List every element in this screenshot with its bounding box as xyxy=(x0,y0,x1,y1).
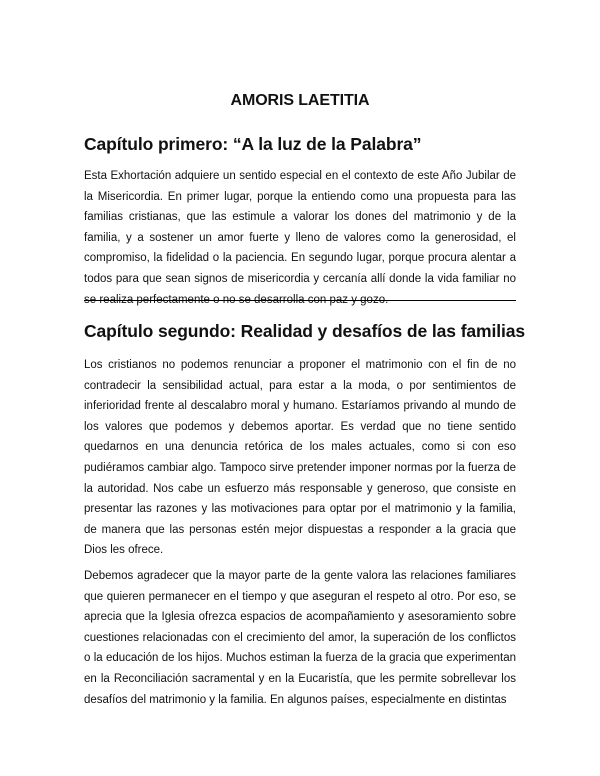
chapter-2-paragraph-2: Debemos agradecer que la mayor parte de la gente valora las relaciones familiares que quieren permanecer en el tiempo y que aseguran el respeto al otro. Por eso, se aprecia que la Iglesia ofrezca espacios de acompañamiento y asesoramiento sobre cuestiones relacionadas con el crecimiento del amor, la superación de los conflictos o la educación de los hijos. Muchos estiman la fuerza de la gracia que experimentan en la Reconciliación sacramental y en la Eucaristía, que les permite sobrellevar los desafíos del matrimonio y la familia. En algunos países, especialmente en distintas xyxy=(84,570,516,706)
chapter-1-paragraph-1: Esta Exhortación adquiere un sentido especial en el contexto de este Año Jubilar de la Misericordia. En primer lugar, porque la entiendo como una propuesta para las familias cristianas, que las estimule a valorar los dones del matrimonio y de la familia, y a sostener un amor fuerte y lleno de valores como la generosidad, el compromiso, la fidelidad o la paciencia. En segundo lugar, porque procura alentar a todos para que sean signos de misericordia y cercanía allí donde la vida familiar no se realiza perfectamente o no se desarrolla con paz y gozo. xyxy=(84,170,516,306)
chapter-2-heading: Capítulo segundo: Realidad y desafíos de las familias xyxy=(84,321,526,341)
chapter-2-paragraph-1: Los cristianos no podemos renunciar a proponer el matrimonio con el fin de no contradecir la sensibilidad actual, para estar a la moda, o por sentimientos de inferioridad frente al descalabro moral y humano. Estaríamos privando al mundo de los valores que podemos y debemos aportar. Es verdad que no tiene sentido quedarnos en una denuncia retórica de los males actuales, como si con eso pudiéramos cambiar algo. Tampoco sirve pretender imponer normas por la fuerza de la autoridad. Nos cabe un esfuerzo más responsable y generoso, que consiste en presentar las razones y las motivaciones para optar por el matrimonio y la familia, de manera que las personas estén mejor dispuestas a responder a la gracia que Dios les ofrece. xyxy=(84,359,516,557)
chapter-1-heading: Capítulo primero: “A la luz de la Palabra” xyxy=(84,134,422,154)
section-divider xyxy=(84,300,516,301)
document-title: AMORIS LAETITIA xyxy=(230,92,370,109)
